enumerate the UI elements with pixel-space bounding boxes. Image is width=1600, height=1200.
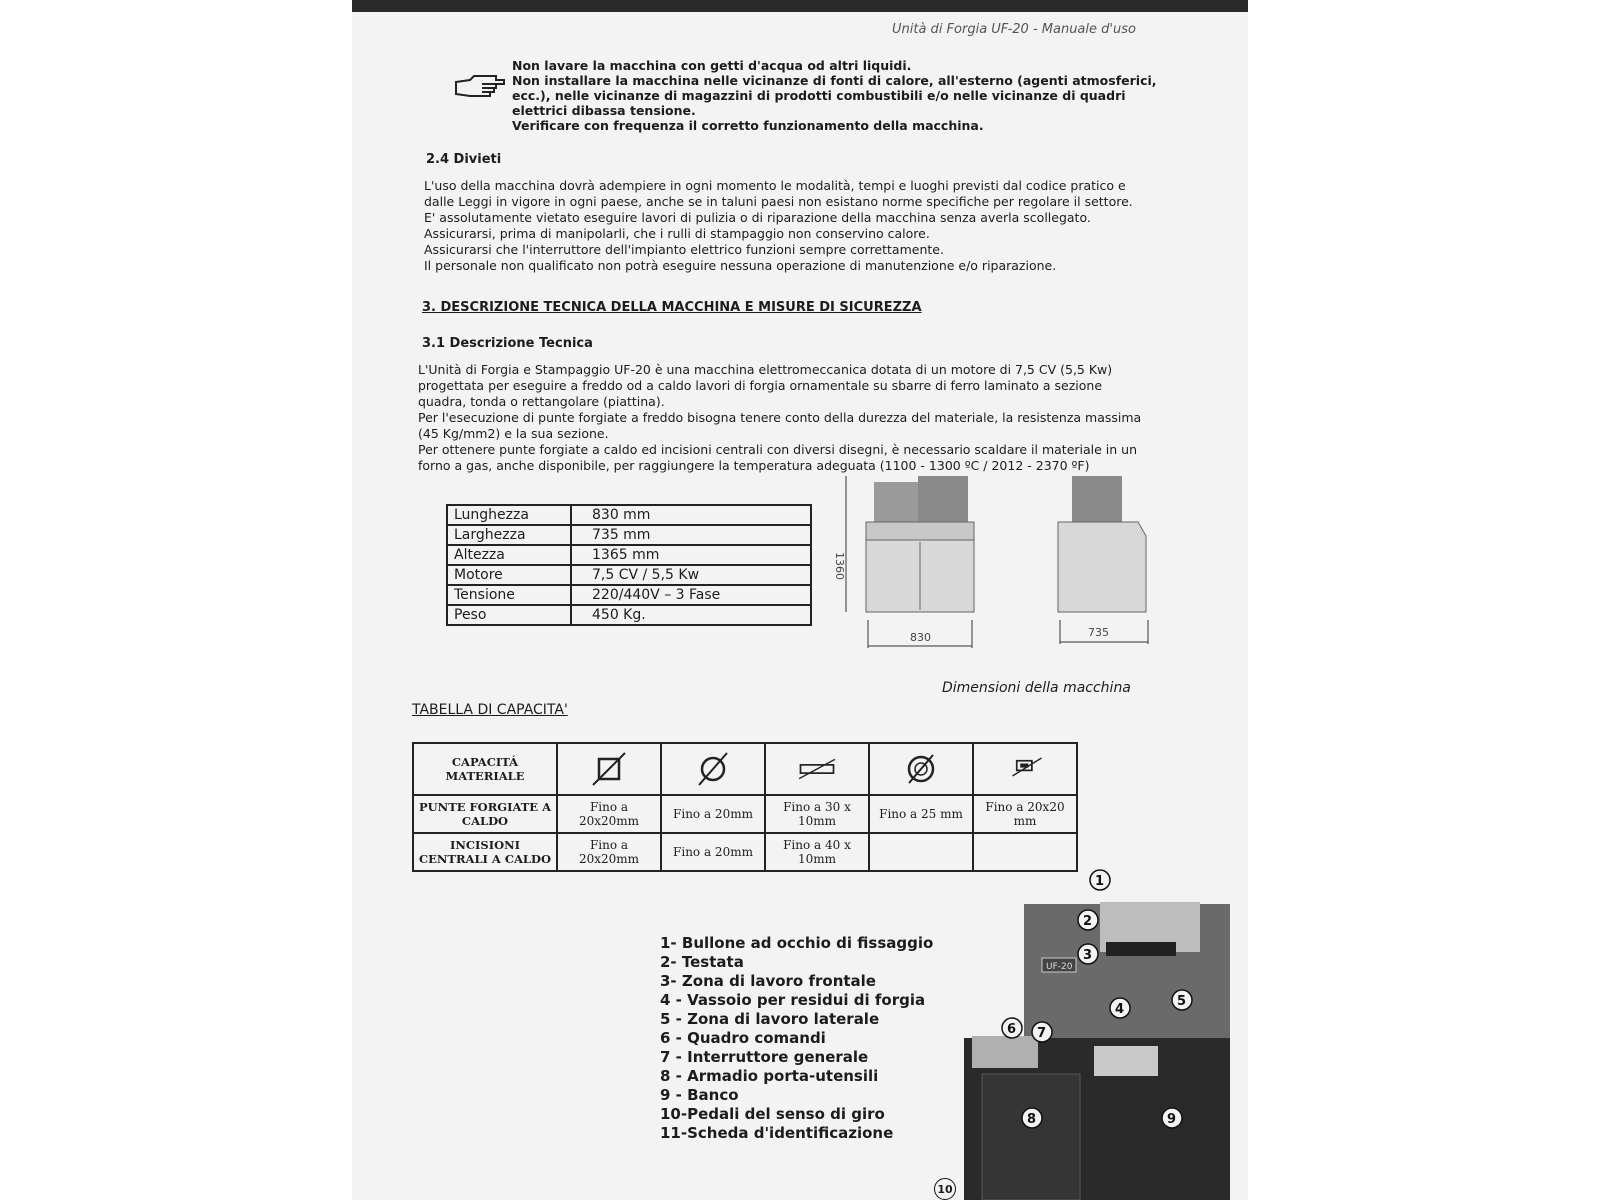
front-head-right bbox=[918, 476, 968, 522]
flat-bar-icon bbox=[795, 749, 839, 789]
symbol-cell bbox=[869, 743, 973, 795]
text-line: Assicurarsi, prima di manipolarli, che i rulli di stampaggio non conservino calore. bbox=[424, 226, 930, 241]
symbol-cell bbox=[661, 743, 765, 795]
spec-label: Larghezza bbox=[447, 525, 571, 545]
front-top bbox=[866, 522, 974, 540]
machine-photo bbox=[964, 862, 1248, 1200]
page-top-edge bbox=[352, 0, 1248, 12]
capacity-cell: Fino a 20mm bbox=[661, 795, 765, 833]
text-line: E' assolutamente vietato eseguire lavori di pulizia o di riparazione della macchina senza averla scollegato. bbox=[424, 210, 1091, 225]
length-label: 830 bbox=[910, 631, 931, 644]
spec-value: 1365 mm bbox=[571, 545, 811, 565]
callout-label: 4 bbox=[1115, 1002, 1125, 1017]
capacity-cell: Fino a 20x20mm bbox=[557, 833, 661, 871]
side-body bbox=[1058, 522, 1146, 612]
capacity-cell: Fino a 20x20 mm bbox=[973, 795, 1077, 833]
page-header: Unità di Forgia UF-20 - Manuale d'uso bbox=[892, 22, 1136, 37]
spec-value: 7,5 CV / 5,5 Kw bbox=[571, 565, 811, 585]
row-label: PUNTE FORGIATE A CALDO bbox=[413, 795, 557, 833]
capacity-cell: Fino a 30 x 10mm bbox=[765, 795, 869, 833]
legend-item: 9 - Banco bbox=[660, 1086, 739, 1104]
parts-legend bbox=[660, 934, 933, 1143]
section-title-descrizione-tecnica: 3.1 Descrizione Tecnica bbox=[422, 336, 593, 351]
callout-label: 7 bbox=[1037, 1026, 1047, 1041]
legend-item: 3- Zona di lavoro frontale bbox=[660, 972, 876, 990]
front-head-left bbox=[874, 482, 918, 522]
width-label: 735 bbox=[1088, 626, 1109, 639]
text-line: dalle Leggi in vigore in ogni paese, anche se in taluni paesi non esistano norme specifiche per regolare il settore. bbox=[424, 194, 1133, 209]
callout-label: 5 bbox=[1177, 994, 1187, 1009]
legend-item: 8 - Armadio porta-utensili bbox=[660, 1067, 879, 1085]
pointing-hand-icon bbox=[452, 72, 508, 100]
spec-label: Peso bbox=[447, 605, 571, 625]
background-right bbox=[1248, 0, 1600, 1200]
warning-line: Non installare la macchina nelle vicinanze di fonti di calore, all'esterno (agenti atmosferici, bbox=[512, 73, 1157, 88]
table-row bbox=[413, 743, 1077, 795]
capacity-cell: Fino a 20x20mm bbox=[557, 795, 661, 833]
table-row bbox=[447, 545, 811, 565]
round-section-icon bbox=[691, 749, 735, 789]
warning-line: elettrici dibassa tensione. bbox=[512, 103, 696, 118]
legend-item: 5 - Zona di lavoro laterale bbox=[660, 1010, 880, 1028]
capacity-cell: Fino a 20mm bbox=[661, 833, 765, 871]
table-row bbox=[413, 795, 1077, 833]
text-line: Per ottenere punte forgiate a caldo ed incisioni centrali con diversi disegni, è necessario scaldare il materiale in un bbox=[418, 442, 1138, 457]
section-title-divieti: 2.4 Divieti bbox=[426, 152, 502, 167]
text-line: forno a gas, anche disponibile, per raggiungere la temperatura adeguata (1100 - 1300 ºC / 2012 - 2370 ºF) bbox=[418, 458, 1090, 473]
capacity-cell: Fino a 25 mm bbox=[869, 795, 973, 833]
spec-value: 735 mm bbox=[571, 525, 811, 545]
callout-label: 3 bbox=[1083, 948, 1093, 963]
machine-tool-cabinet bbox=[982, 1074, 1080, 1200]
legend-item: 6 - Quadro comandi bbox=[660, 1029, 826, 1047]
table-row bbox=[447, 565, 811, 585]
descrizione-text bbox=[418, 362, 1141, 474]
callout-label: 9 bbox=[1167, 1112, 1177, 1127]
symbol-cell bbox=[765, 743, 869, 795]
table-row bbox=[447, 585, 811, 605]
text-line: Per l'esecuzione di punte forgiate a freddo bisogna tenere conto della durezza del materiale, la resistenza massima bbox=[418, 410, 1142, 425]
symbol-cell bbox=[973, 743, 1077, 795]
legend-item: 2- Testata bbox=[660, 953, 744, 971]
table-row bbox=[447, 605, 811, 625]
capacity-header: CAPACITÁ MATERIALE bbox=[413, 743, 557, 795]
warning-line: Non lavare la macchina con getti d'acqua od altri liquidi. bbox=[512, 58, 912, 73]
capacity-cell bbox=[869, 833, 973, 871]
callout-label: 8 bbox=[1027, 1112, 1037, 1127]
table-row bbox=[447, 525, 811, 545]
spec-label: Tensione bbox=[447, 585, 571, 605]
text-line: L'Unità di Forgia e Stampaggio UF-20 è una macchina elettromeccanica dotata di un motore di 7,5 CV (5,5 Kw) bbox=[418, 362, 1113, 377]
callout-label: 6 bbox=[1007, 1022, 1017, 1037]
legend-item: 10-Pedali del senso di giro bbox=[660, 1105, 885, 1123]
manual-page bbox=[352, 0, 1248, 1200]
spec-value: 450 Kg. bbox=[571, 605, 811, 625]
text-line: (45 Kg/mm2) e la sua sezione. bbox=[418, 426, 609, 441]
machine-control-panel bbox=[972, 1036, 1038, 1068]
square-section-icon bbox=[587, 749, 631, 789]
divieti-text bbox=[424, 178, 1133, 274]
machine-front-work-zone bbox=[1106, 942, 1176, 956]
spec-label: Lunghezza bbox=[447, 505, 571, 525]
side-head bbox=[1072, 476, 1122, 522]
warning-line: Verificare con frequenza il corretto funzionamento della macchina. bbox=[512, 118, 984, 133]
table-row bbox=[447, 505, 811, 525]
height-label: 1360 bbox=[833, 552, 846, 580]
capacity-cell: Fino a 40 x 10mm bbox=[765, 833, 869, 871]
text-line: quadra, tonda o rettangolare (piattina). bbox=[418, 394, 665, 409]
capacity-table bbox=[412, 742, 1078, 872]
capacity-table-title: TABELLA DI CAPACITA' bbox=[412, 702, 568, 718]
callout-label: 2 bbox=[1083, 914, 1093, 929]
machine-dimensions-drawing bbox=[832, 476, 1192, 666]
spec-label: Motore bbox=[447, 565, 571, 585]
background-left bbox=[0, 0, 352, 1200]
machine-plate-label: UF-20 bbox=[1046, 962, 1073, 972]
warning-block bbox=[512, 58, 1202, 133]
legend-item: 1- Bullone ad occhio di fissaggio bbox=[660, 934, 934, 952]
legend-item: 7 - Interruttore generale bbox=[660, 1048, 869, 1066]
specs-table bbox=[446, 504, 812, 626]
text-line: Il personale non qualificato non potrà eseguire nessuna operazione di manutenzione e/o riparazione. bbox=[424, 258, 1057, 273]
legend-item: 4 - Vassoio per residui di forgia bbox=[660, 991, 926, 1009]
row-label: INCISIONI CENTRALI A CALDO bbox=[413, 833, 557, 871]
callout-label: 1 bbox=[1095, 874, 1105, 889]
machine-id-plate bbox=[1094, 1046, 1158, 1076]
spec-value: 830 mm bbox=[571, 505, 811, 525]
figure-caption: Dimensioni della macchina bbox=[942, 680, 1131, 696]
round-bar-icon bbox=[899, 749, 943, 789]
text-line: L'uso della macchina dovrà adempiere in ogni momento le modalità, tempi e luoghi previsti dal codice pratico e bbox=[424, 178, 1126, 193]
legend-item: 11-Scheda d'identificazione bbox=[660, 1124, 894, 1142]
section-title-descrizione: 3. DESCRIZIONE TECNICA DELLA MACCHINA E MISURE DI SICUREZZA bbox=[422, 300, 922, 315]
spec-label: Altezza bbox=[447, 545, 571, 565]
spec-value: 220/440V – 3 Fase bbox=[571, 585, 811, 605]
text-line: Assicurarsi che l'interruttore dell'impianto elettrico funzioni sempre correttamente. bbox=[424, 242, 944, 257]
text-line: progettata per eseguire a freddo od a caldo lavori di forgia ornamentale su sbarre di ferro laminato a sezione bbox=[418, 378, 1103, 393]
square-bar-icon bbox=[1003, 749, 1047, 789]
callout-label-10: 10 bbox=[934, 1178, 956, 1200]
warning-line: ecc.), nelle vicinanze di magazzini di prodotti combustibili e/o nelle vicinanze di quadri bbox=[512, 88, 1126, 103]
symbol-cell bbox=[557, 743, 661, 795]
